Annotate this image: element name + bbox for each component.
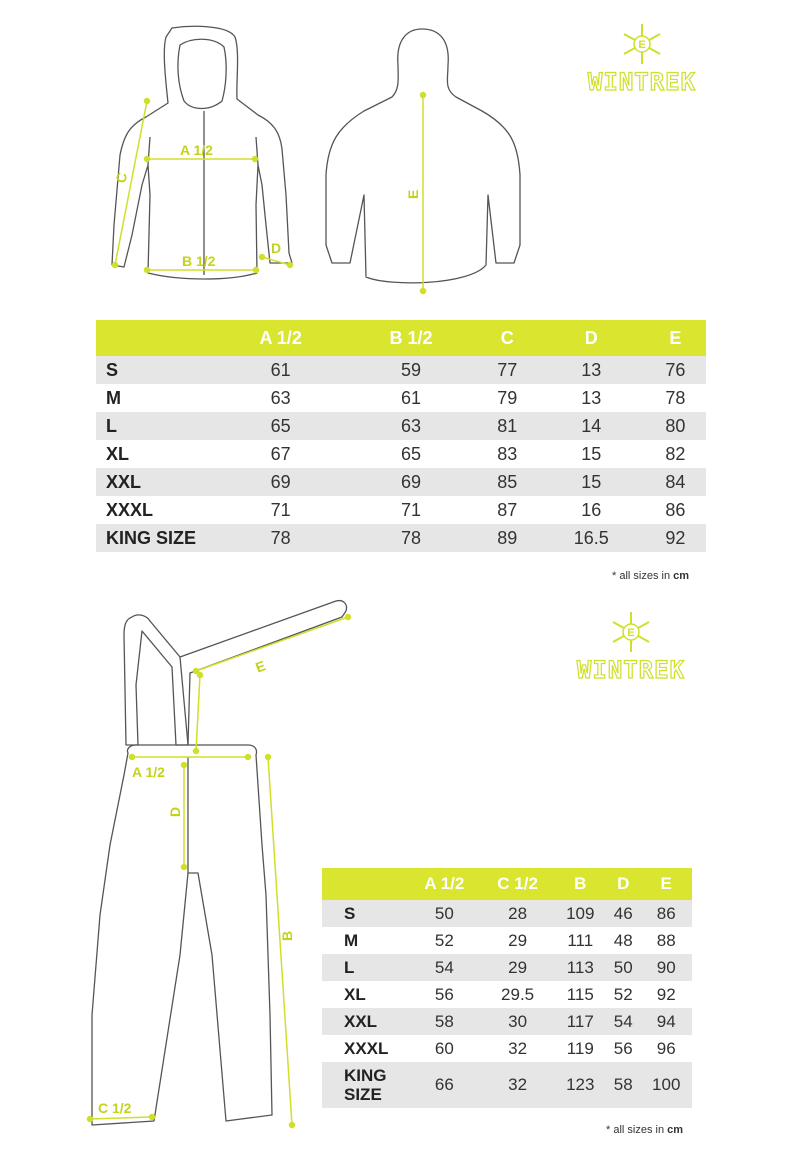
size-label: XL (344, 985, 366, 1004)
table-cell: 61 (400, 387, 421, 408)
table-cell: 115 (566, 984, 594, 1004)
jacket-label-b: B 1/2 (182, 253, 216, 269)
table-cell: 82 (665, 443, 686, 464)
table-cell: 58 (434, 1011, 454, 1031)
table-row (322, 981, 692, 1008)
table-cell: 66 (434, 1075, 454, 1094)
table-cell: 58 (613, 1075, 633, 1094)
table-cell: 78 (665, 387, 686, 408)
table-cell: 88 (656, 930, 676, 950)
table-row (96, 412, 706, 440)
table-row (96, 384, 706, 412)
units-note-text: * all sizes in (612, 570, 671, 582)
table-cell: 32 (508, 1038, 528, 1058)
jacket-label-e: E (405, 189, 421, 199)
table-cell: 15 (581, 471, 602, 492)
size-label-line: SIZE (344, 1085, 382, 1104)
table-row (96, 356, 706, 384)
size-label: S (344, 904, 356, 923)
header-cell: E (660, 874, 672, 893)
table-cell: 86 (656, 903, 676, 923)
table-header-row (322, 868, 692, 900)
header-cell: E (669, 327, 682, 348)
size-label: XXXL (344, 1039, 389, 1058)
jacket-units-note (612, 570, 689, 582)
table-cell: 48 (613, 930, 633, 950)
table-cell: 54 (434, 957, 454, 977)
table-cell: 56 (434, 984, 454, 1004)
table-cell: 13 (581, 359, 602, 380)
table-cell: 28 (508, 903, 528, 923)
table-cell: 79 (497, 387, 518, 408)
snowflake-icon (609, 610, 653, 654)
table-cell: 46 (613, 903, 633, 923)
table-cell: 63 (400, 415, 421, 436)
table-row (322, 927, 692, 954)
table-cell: 92 (656, 984, 676, 1004)
header-cell: A 1/2 (424, 874, 465, 893)
jacket-size-table (96, 320, 706, 552)
table-cell: 76 (665, 359, 686, 380)
table-cell: 92 (665, 527, 686, 548)
jacket-label-a: A 1/2 (180, 142, 213, 158)
wintrek-logo-bottom (561, 610, 701, 684)
header-cell (96, 320, 216, 356)
table-cell: 71 (400, 499, 421, 520)
table-cell: 109 (566, 903, 595, 923)
pants-label-a: A 1/2 (132, 764, 165, 780)
table-cell: 67 (270, 443, 291, 464)
table-cell: 15 (581, 443, 602, 464)
table-cell: 123 (566, 1075, 595, 1094)
header-cell: B (574, 874, 587, 893)
table-cell: 113 (566, 957, 594, 977)
table-cell: 29 (508, 930, 528, 950)
size-label: KING SIZE (106, 527, 197, 548)
table-cell: 50 (434, 903, 454, 923)
table-cell: 29.5 (501, 984, 535, 1004)
jacket-label-c: C (112, 171, 131, 185)
table-cell: 69 (270, 471, 291, 492)
table-cell: 117 (566, 1011, 594, 1031)
table-header-row (96, 320, 706, 356)
pants-label-c: C 1/2 (98, 1100, 132, 1116)
pants-units-note (606, 1124, 683, 1136)
table-row (96, 440, 706, 468)
table-row (322, 1035, 692, 1062)
size-label: L (106, 415, 117, 436)
table-cell: 52 (613, 984, 633, 1004)
table-row (322, 1008, 692, 1035)
jacket-label-d: D (271, 240, 282, 256)
table-cell: 94 (656, 1011, 676, 1031)
size-label: XXL (106, 471, 142, 492)
table-cell: 32 (508, 1075, 528, 1094)
size-label-line: KING (344, 1066, 387, 1085)
header-cell: A 1/2 (259, 327, 302, 348)
table-cell: 50 (613, 957, 633, 977)
table-cell: 56 (613, 1038, 633, 1058)
pants-size-table (322, 868, 692, 1108)
table-cell: 30 (508, 1011, 528, 1031)
table-cell: 89 (497, 527, 518, 548)
table-cell: 80 (665, 415, 686, 436)
size-label: S (106, 359, 119, 380)
table-cell: 111 (567, 930, 594, 950)
table-cell: 65 (400, 443, 421, 464)
table-cell: 69 (400, 471, 421, 492)
table-cell: 86 (665, 499, 686, 520)
table-cell: 90 (656, 957, 676, 977)
table-cell: 78 (270, 527, 291, 548)
table-cell: 87 (497, 499, 518, 520)
header-cell: C (500, 327, 514, 348)
table-cell: 52 (434, 930, 454, 950)
snowflake-icon (620, 22, 664, 66)
table-cell: 119 (566, 1038, 594, 1058)
size-label: L (344, 958, 355, 977)
table-cell: 77 (497, 359, 518, 380)
table-row (96, 468, 706, 496)
table-cell: 96 (656, 1038, 676, 1058)
wintrek-wordmark: WINTREK (587, 68, 697, 96)
table-row (322, 1062, 692, 1108)
size-label (322, 1062, 408, 1108)
size-label: M (106, 387, 121, 408)
jacket-back-diagram (320, 25, 525, 295)
table-cell: 16.5 (573, 527, 609, 548)
header-cell: B 1/2 (389, 327, 433, 348)
table-cell: 16 (581, 499, 602, 520)
table-cell: 14 (581, 415, 602, 436)
table-cell: 83 (497, 443, 518, 464)
svg-text:E: E (627, 627, 635, 639)
table-cell: 85 (497, 471, 518, 492)
pants-label-e: E (253, 657, 268, 676)
units-note-unit: cm (673, 570, 690, 582)
units-note-text: * all sizes in (606, 1124, 665, 1136)
header-cell: D (617, 874, 630, 893)
table-cell: 54 (613, 1011, 633, 1031)
size-label: XXXL (106, 499, 154, 520)
table-cell: 78 (400, 527, 421, 548)
pants-label-b: B (279, 930, 295, 941)
table-row (96, 524, 706, 552)
table-cell: 84 (665, 471, 686, 492)
table-cell: 13 (581, 387, 602, 408)
table-cell: 100 (652, 1075, 681, 1094)
header-cell: D (584, 327, 598, 348)
table-cell: 63 (270, 387, 291, 408)
size-label: M (344, 931, 359, 950)
table-row (96, 496, 706, 524)
units-note-unit: cm (667, 1124, 684, 1136)
size-label: XL (106, 443, 130, 464)
header-cell: C 1/2 (497, 874, 538, 893)
wintrek-wordmark: WINTREK (576, 656, 686, 684)
table-cell: 65 (270, 415, 291, 436)
header-cell (322, 868, 408, 900)
svg-text:E: E (638, 39, 646, 51)
table-row (322, 900, 692, 927)
jacket-front-diagram (100, 25, 305, 290)
table-cell: 71 (270, 499, 291, 520)
table-cell: 59 (400, 359, 421, 380)
table-cell: 29 (508, 957, 528, 977)
wintrek-logo-top (572, 22, 712, 96)
table-cell: 81 (497, 415, 518, 436)
table-row (322, 954, 692, 981)
table-cell: 61 (270, 359, 291, 380)
size-label: XXL (344, 1012, 378, 1031)
pants-label-d: D (167, 806, 183, 817)
table-cell: 60 (434, 1038, 454, 1058)
